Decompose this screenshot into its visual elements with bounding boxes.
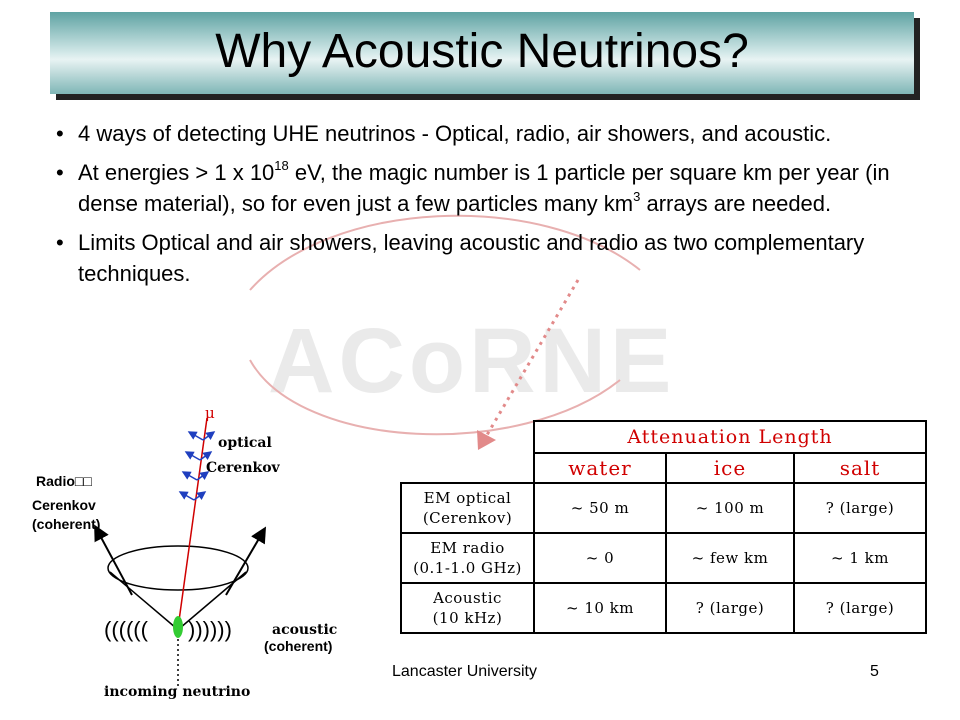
radio-label: Radio□□ — [36, 473, 92, 489]
optical-cerenkov-label: Cerenkov — [206, 460, 280, 476]
bullet-dot: • — [56, 160, 64, 185]
incoming-neutrino-label: incoming neutrino — [104, 684, 251, 700]
interaction-point — [173, 616, 183, 638]
bullet-dot: • — [56, 230, 64, 255]
cell-value: ? (large) — [666, 583, 794, 633]
row-label: EM radio (0.1-1.0 GHz) — [401, 533, 534, 583]
bullet-text: Limits Optical and air showers, leaving acoustic and radio as two complementary techniques. — [78, 230, 865, 286]
acoustic-label: acoustic — [272, 622, 338, 638]
footer-text: Lancaster University — [392, 663, 537, 680]
exponent-3: 3 — [633, 188, 641, 204]
row-label: Acoustic (10 kHz) — [401, 583, 534, 633]
watermark-text: ACoRNE — [268, 310, 676, 412]
table-row — [401, 583, 926, 633]
page-number: 5 — [870, 663, 879, 680]
exponent-18: 18 — [274, 157, 289, 173]
radio-cerenkov-label: Cerenkov — [32, 497, 96, 513]
col-salt: salt — [794, 453, 926, 483]
radio-coherent-label: (coherent) — [32, 516, 101, 532]
radio-arrow-right — [226, 530, 264, 595]
table-row — [401, 533, 926, 583]
bullet-text-pre: At energies > 1 x 10 — [78, 160, 275, 185]
cell-value: ~ few km — [666, 533, 794, 583]
row-label: EM optical (Cerenkov) — [401, 483, 534, 533]
acoustic-waves-right: )))))) — [188, 617, 232, 642]
cerenkov-cone-rim — [108, 546, 248, 590]
cell-value: ~ 50 m — [534, 483, 666, 533]
acoustic-waves-left: (((((( — [104, 617, 148, 642]
table-title: Attenuation Length — [534, 421, 926, 453]
cell-value: ? (large) — [794, 483, 926, 533]
bullet-text-mid: eV, the magic number is 1 particle per square km per year (in dense material), so for even just a few particles many km — [78, 160, 890, 216]
bullet-text: 4 ways of detecting UHE neutrinos - Optical, radio, air showers, and acoustic. — [78, 121, 832, 146]
attenuation-table-container — [400, 420, 928, 638]
attenuation-table — [400, 420, 927, 634]
bullet-dot: • — [56, 121, 64, 146]
cell-value: ~ 0 — [534, 533, 666, 583]
radio-arrow-left — [96, 528, 132, 595]
muon-label: μ — [205, 404, 215, 422]
cell-value: ~ 1 km — [794, 533, 926, 583]
optical-label: optical — [218, 435, 272, 451]
table-row — [401, 483, 926, 533]
bullet-text-post: arrays are needed. — [640, 191, 832, 216]
slide-title: Why Acoustic Neutrinos? — [215, 25, 749, 78]
cell-value: ? (large) — [794, 583, 926, 633]
acoustic-coherent-label: (coherent) — [264, 638, 333, 654]
col-water: water — [534, 453, 666, 483]
muon-track — [178, 418, 207, 628]
cell-value: ~ 100 m — [666, 483, 794, 533]
cell-value: ~ 10 km — [534, 583, 666, 633]
col-ice: ice — [666, 453, 794, 483]
